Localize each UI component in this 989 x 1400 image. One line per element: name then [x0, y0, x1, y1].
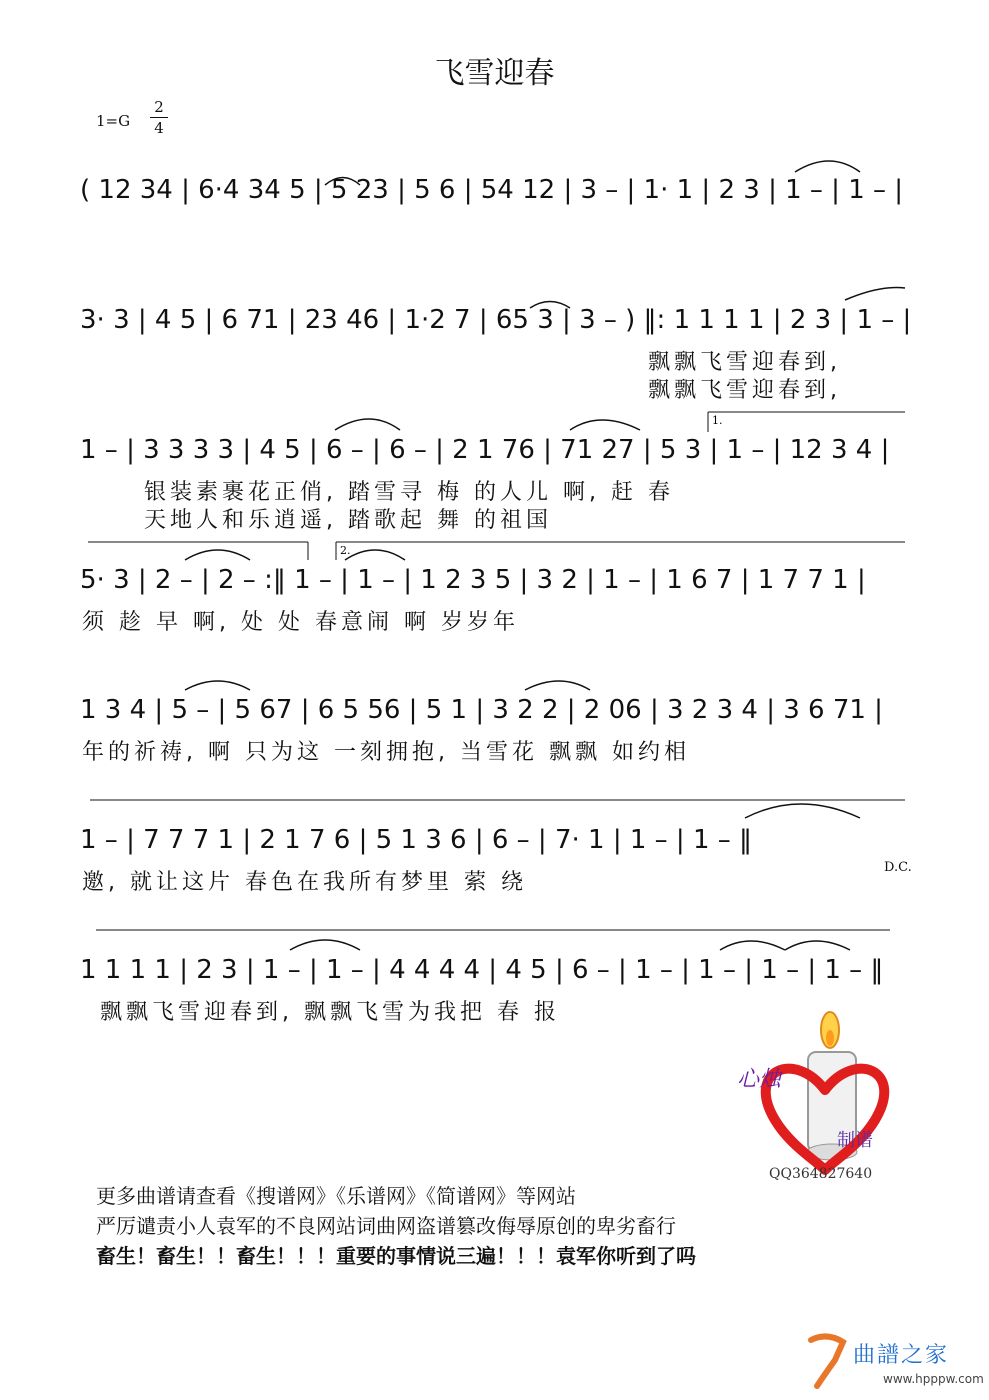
score-row-5: [80, 695, 915, 805]
lyrics-verse-1: 年的祈祷, 啊 只为这 一刻拥抱, 当雪花 飘飘 如约相: [82, 740, 690, 765]
page-title: 飞雪迎春: [434, 56, 555, 91]
key-signature: 1=G: [96, 112, 131, 130]
notes-line: 1 1 1 1 | 2 3 | 1 – | 1 – | 4 4 4 4 | 4 5 | 6 – | 1 – | 1 – | 1 – | 1 – ‖: [80, 955, 884, 985]
lyrics-verse-1: 银装素裹花正俏, 踏雪寻 梅 的人儿 啊, 赶 春: [144, 480, 674, 505]
stamp-qq: QQ364827640: [769, 1166, 873, 1180]
score-row-2: [80, 305, 915, 415]
lyrics-verse-1: 须 趁 早 啊, 处 处 春意闹 啊 岁岁年: [82, 610, 519, 635]
notes-line: 1 – | 3 3 3 3 | 4 5 | 6 – | 6 – | 2 1 76 | 71 27 | 5 3 | 1 – | 12 3 4 |: [80, 435, 890, 465]
footer-line-3: 畜生！畜生！！畜生！！！重要的事情说三遍！！！袁军你听到了吗: [96, 1244, 696, 1268]
notes-line: 5· 3 | 2 – | 2 – :‖ 1 – | 1 – | 1 2 3 5 | 3 2 | 1 – | 1 6 7 | 1 7 7 1 |: [80, 565, 866, 595]
time-signature-top: 2: [154, 98, 164, 116]
score-row-3: [80, 435, 915, 545]
lyrics-verse-2: 天地人和乐逍遥, 踏歌起 舞 的祖国: [144, 508, 552, 533]
score-row-1: [80, 175, 915, 285]
score-row-6: [80, 825, 915, 935]
notes-line: 1 3 4 | 5 – | 5 67 | 6 5 56 | 5 1 | 3 2 2 | 2 06 | 3 2 3 4 | 3 6 71 |: [80, 695, 883, 725]
stamp-text-1: 心烛: [737, 1067, 782, 1092]
lyrics-verse-1: 飘飘飞雪迎春到,: [648, 350, 841, 375]
volta-2-label: 2.: [340, 544, 351, 557]
time-signature: [150, 98, 168, 137]
lyrics-verse-2: 飘飘飞雪迎春到,: [648, 378, 841, 403]
brand-logo-icon: [805, 1330, 849, 1390]
lyrics-verse-1: 飘飘飞雪迎春到, 飘飘飞雪为我把 春 报: [100, 1000, 560, 1025]
stamp-text-2: 制谱: [837, 1130, 873, 1151]
brand-name: 曲譜之家: [853, 1343, 950, 1368]
score-row-4: [80, 565, 915, 675]
footer-line-2: 严厉谴责小人袁军的不良网站词曲网盗谱篡改侮辱原创的卑劣畜行: [96, 1214, 676, 1238]
candle-stamp-logo: [735, 1010, 915, 1180]
brand-url: www.hpppw.com: [883, 1372, 984, 1386]
brand-watermark: [805, 1330, 984, 1390]
notes-line: 3· 3 | 4 5 | 6 71 | 23 46 | 1·2 7 | 65 3 | 3 – ) ‖: 1 1 1 1 | 2 3 | 1 – |: [80, 305, 912, 335]
time-signature-bottom: 4: [154, 119, 164, 137]
notes-line: 1 – | 7 7 7 1 | 2 1 7 6 | 5 1 3 6 | 6 – | 7· 1 | 1 – | 1 – ‖: [80, 825, 753, 855]
lyrics-verse-1: 邀, 就让这片 春色在我所有梦里 萦 绕: [82, 870, 527, 895]
dc-marking: D.C.: [884, 860, 912, 875]
footer-line-1: 更多曲谱请查看《搜谱网》《乐谱网》《简谱网》等网站: [96, 1184, 576, 1208]
volta-1-label: 1.: [712, 414, 723, 427]
notes-line: ( 12 34 | 6·4 34 5 | 5 23 | 5 6 | 54 12 | 3 – | 1· 1 | 2 3 | 1 – | 1 – |: [80, 175, 904, 205]
